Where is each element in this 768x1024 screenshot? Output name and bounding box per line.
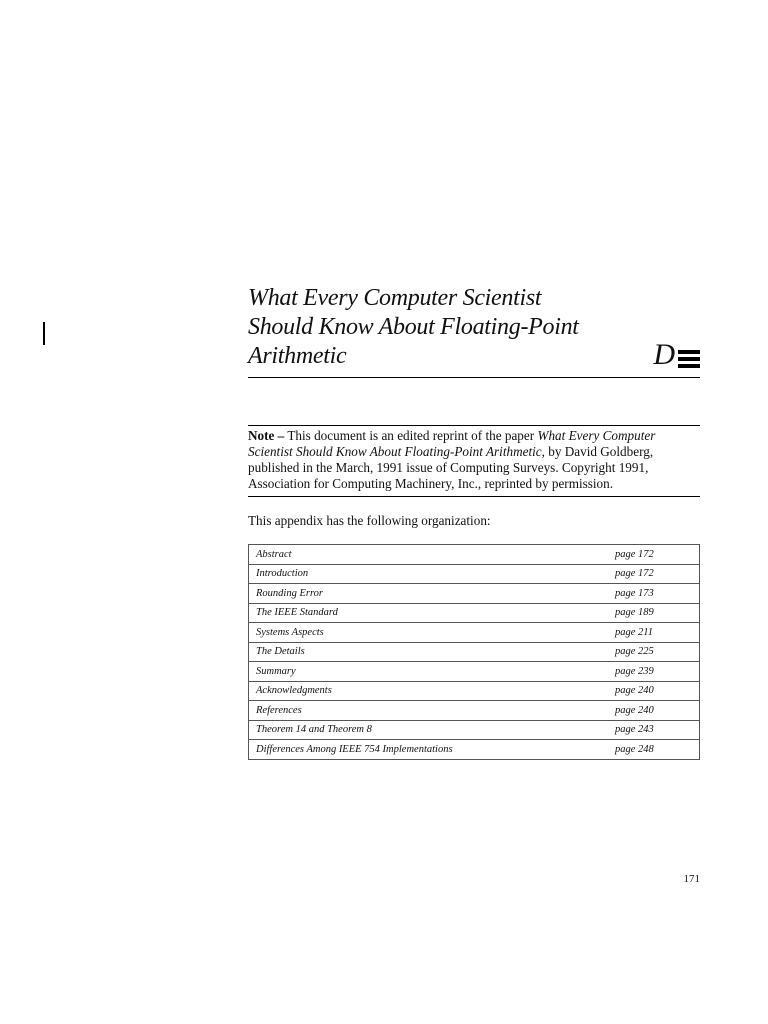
toc-row [249, 720, 700, 740]
toc-section: Acknowledgments [249, 681, 616, 701]
toc-row [249, 545, 700, 565]
toc-page: page 172 [615, 545, 700, 565]
change-bar [43, 322, 45, 345]
toc-section: Introduction [249, 564, 616, 584]
toc-section: Summary [249, 662, 616, 682]
toc-row [249, 623, 700, 643]
note-paper-title: What Every Computer Scientist Should Know About Floating-Point Arithmetic [248, 428, 656, 459]
appendix-letter: D [653, 338, 675, 371]
toc-page: page 239 [615, 662, 700, 682]
title-line-2: Should Know About Floating-Point [248, 314, 579, 340]
note-text-after: , by David Goldberg, published in the March, 1991 issue of Computing Surveys. Copyright 1991, Association for Computing Machinery, Inc., reprinted by permission. [248, 444, 654, 491]
title-rule [248, 377, 700, 378]
toc-page: page 248 [615, 740, 700, 760]
chapter-header [248, 284, 700, 371]
title-line-1: What Every Computer Scientist [248, 285, 542, 311]
toc-page: page 172 [615, 564, 700, 584]
toc-section: Rounding Error [249, 584, 616, 604]
toc-page: page 240 [615, 701, 700, 721]
toc-page: page 189 [615, 603, 700, 623]
toc-row [249, 681, 700, 701]
toc-row [249, 740, 700, 760]
toc-section: Systems Aspects [249, 623, 616, 643]
toc-page: page 240 [615, 681, 700, 701]
toc-table [248, 544, 700, 760]
note-label: Note – [248, 428, 285, 443]
toc-section: The Details [249, 642, 616, 662]
toc-row [249, 642, 700, 662]
toc-row [249, 701, 700, 721]
toc-row [249, 662, 700, 682]
toc-body [249, 545, 700, 760]
toc-section: Theorem 14 and Theorem 8 [249, 720, 616, 740]
appendix-mark [653, 340, 700, 370]
intro-text: This appendix has the following organization: [248, 513, 491, 528]
appendix-bars-icon [678, 350, 700, 368]
note-box [248, 425, 700, 497]
page-number: 171 [683, 873, 700, 885]
toc-page: page 225 [615, 642, 700, 662]
toc-section: Abstract [249, 545, 616, 565]
note-text-before: This document is an edited reprint of the paper [284, 428, 538, 443]
toc-section: The IEEE Standard [249, 603, 616, 623]
chapter-title [248, 284, 638, 371]
toc-section: Differences Among IEEE 754 Implementations [249, 740, 616, 760]
title-line-3: Arithmetic [248, 343, 347, 369]
toc-row [249, 603, 700, 623]
toc-row [249, 584, 700, 604]
toc-page: page 243 [615, 720, 700, 740]
toc-page: page 173 [615, 584, 700, 604]
toc-page: page 211 [615, 623, 700, 643]
toc-section: References [249, 701, 616, 721]
toc-row [249, 564, 700, 584]
